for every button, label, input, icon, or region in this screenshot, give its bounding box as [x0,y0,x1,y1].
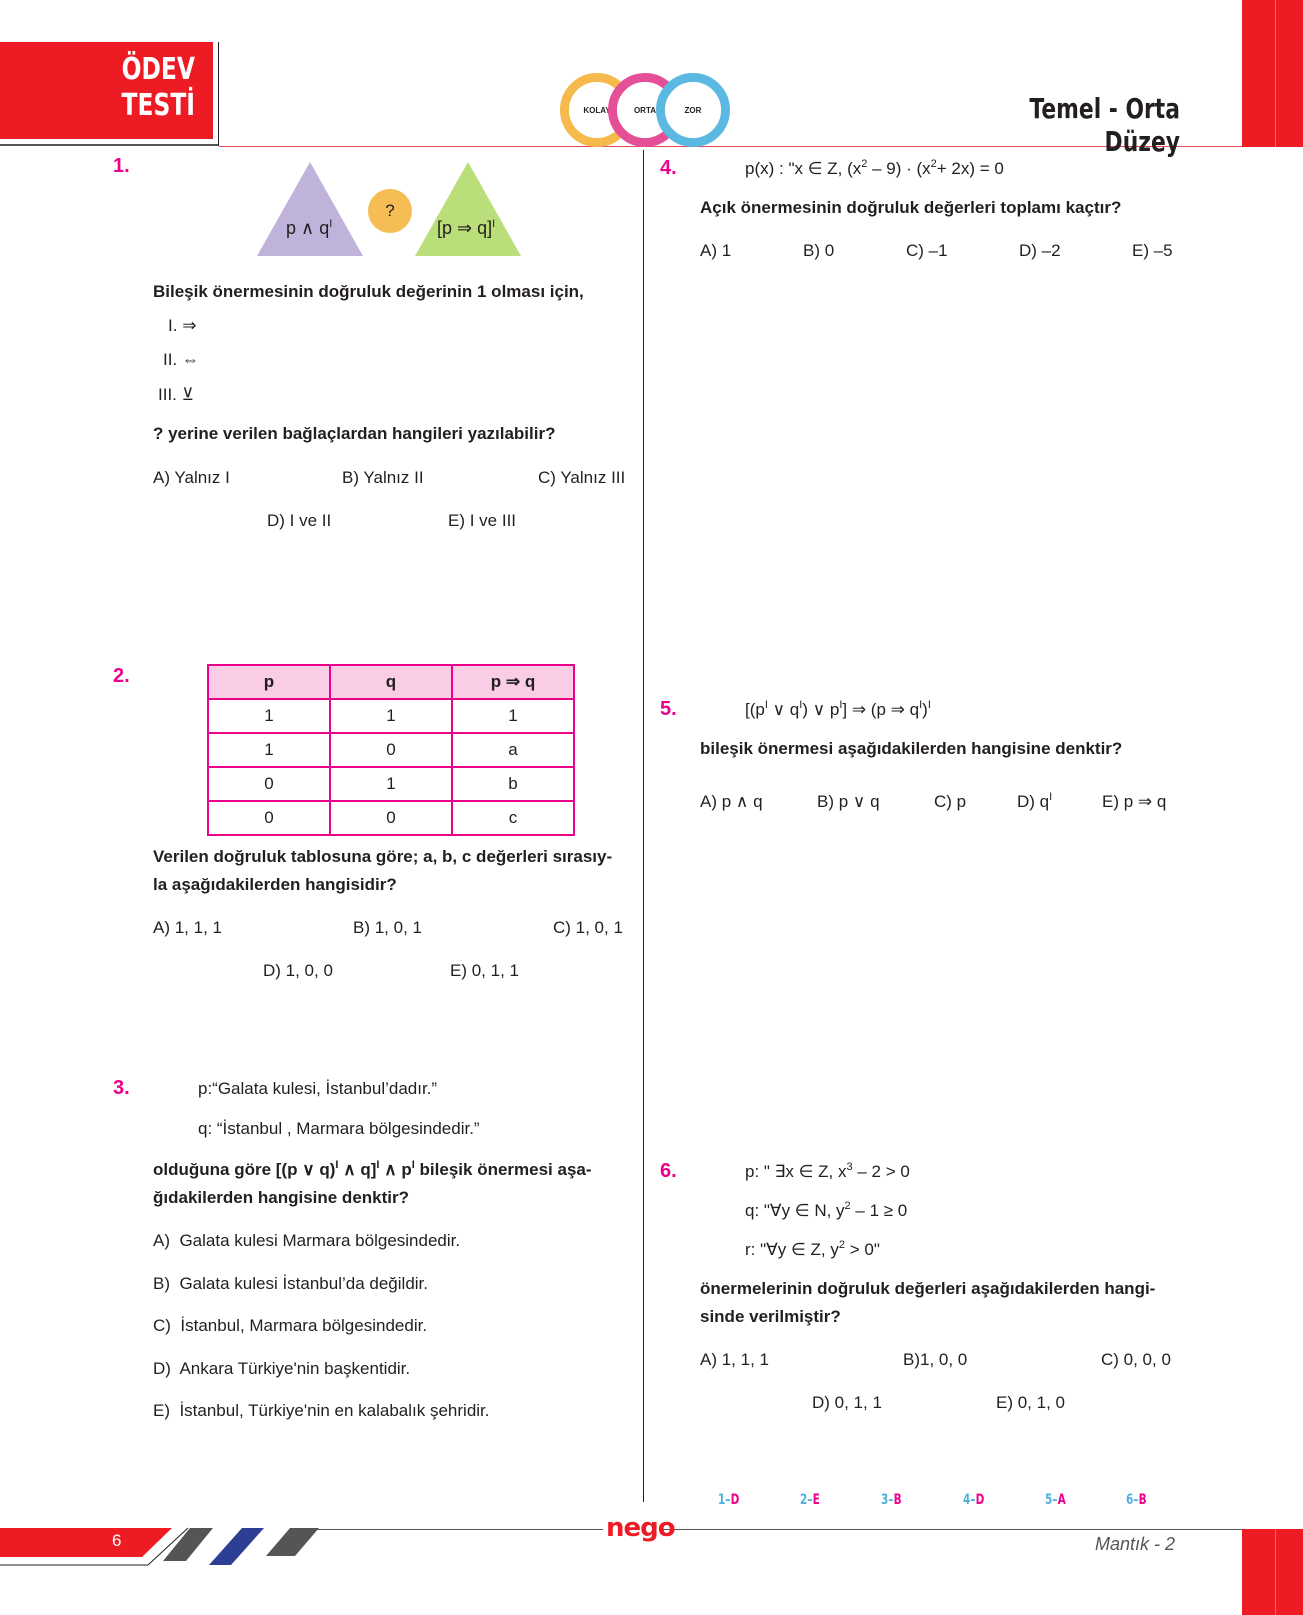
badge-line-2: TESTİ [121,88,195,123]
badge-divider [218,42,219,146]
q4-option-d[interactable]: D) –2 [1019,241,1061,260]
q1-number: 1. [113,155,130,177]
subject-label: Mantık - 2 [1095,1534,1176,1554]
badge-title [43,52,195,124]
publisher-logo: nego [606,1513,675,1543]
q2-stem-line-1: Verilen doğruluk tablosuna göre; a, b, c değerleri sırasıy- [153,847,613,866]
q3-p-statement: p:“Galata kulesi, İstanbul’dadır.” [198,1079,438,1098]
level-kolay: KOLAY [569,82,625,138]
page-number: 6 [112,1531,122,1550]
q3-option-d[interactable]: D) Ankara Türkiye'nin başkentidir. [153,1359,411,1378]
answer-key-1: 1–D [718,1492,740,1508]
q1-option-d[interactable]: D) I ve II [267,511,332,530]
q5-option-a[interactable]: A) p ∧ q [700,792,763,811]
table-cell: 1 [208,699,330,733]
q1-item-3: III. ⊻ [158,385,195,404]
q1-connector-circle [368,189,412,233]
table-cell: 1 [452,699,574,733]
footer-rule-left [315,1529,603,1530]
answer-key-6: 6–B [1126,1492,1147,1508]
q1-stem: Bileşik önermesinin doğruluk değerinin 1 olması için, [153,282,584,301]
q4-number: 4. [660,157,677,179]
q6-option-a[interactable]: A) 1, 1, 1 [700,1350,769,1369]
table-cell: 0 [330,801,452,835]
footer-stripes [0,1525,325,1570]
level-orta: ORTA [617,82,673,138]
q1-right-expression: [p ⇒ q]$^I$ [437,218,496,238]
q5-option-d[interactable]: D) $q^I$ [1017,791,1053,811]
q6-option-b[interactable]: B)1, 0, 0 [903,1350,968,1369]
level-title: Temel - Orta Düzey [1029,92,1180,158]
q4-option-b[interactable]: B) 0 [803,241,835,260]
q5-option-b[interactable]: B) p ∨ q [817,792,880,811]
badge-line-1: ÖDEV [121,52,195,87]
answer-key-4: 4–D [963,1492,985,1508]
q3-option-a[interactable]: A) Galata kulesi Marmara bölgesindedir. [153,1231,461,1250]
q2-option-b[interactable]: B) 1, 0, 1 [353,918,422,937]
q2-number: 2. [113,665,130,687]
answer-key-3: 3–B [881,1492,902,1508]
table-header-row [208,665,574,699]
q6-stem-line-1: önermelerinin doğruluk değerleri aşağıdakilerden hangi- [700,1279,1156,1298]
q6-option-c[interactable]: C) 0, 0, 0 [1101,1350,1171,1369]
q4-option-c[interactable]: C) –1 [906,241,948,260]
q3-option-b[interactable]: B) Galata kulesi İstanbul’da değildir. [153,1274,428,1293]
answer-key-2: 2–E [800,1492,820,1508]
q5-stem: bileşik önermesi aşağıdakilerden hangisine denktir? [700,739,1123,758]
q2-option-e[interactable]: E) 0, 1, 1 [450,961,519,980]
q3-stem-line-2: ğıdakilerden hangisine denktir? [153,1188,409,1207]
q6-r-statement: r: "∀y ∈ Z, $y^2 > 0$" [745,1239,880,1259]
q1-item-2: II. ⇔ [163,350,199,369]
q4-formula: p(x) : "x ∈ Z, $(x^2 - 9) \cdot (x^2+ 2x) = 0$ [745,158,1004,178]
q5-number: 5. [660,698,677,720]
q6-q-statement: q: "∀y ∈ N, $y^2 - 1 \ge 0$ [745,1200,908,1220]
q5-option-c[interactable]: C) p [934,792,967,811]
q3-number: 3. [113,1077,130,1099]
column-divider [643,150,644,1502]
q1-right-triangle [413,160,523,256]
q4-option-e[interactable]: E) –5 [1132,241,1173,260]
q6-p-statement: p: " ∃x ∈ Z, $x^3 - 2 > 0$ [745,1161,910,1181]
q1-option-c[interactable]: C) Yalnız III [538,468,626,487]
q1-option-e[interactable]: E) I ve III [448,511,517,530]
table-row [208,733,574,767]
table-row [208,801,574,835]
level-zor: ZOR [665,82,721,138]
table-cell: 0 [208,767,330,801]
table-cell: 1 [330,699,452,733]
right-edge-bar-top [1242,0,1303,147]
q1-option-a[interactable]: A) Yalnız I [153,468,230,487]
table-cell: 0 [330,733,452,767]
q3-stem-line-1: olduğuna göre [(p ∨ q)$^I$ ∧ q]$^I$ ∧ $p^I$ bileşik önermesi aşa- [153,1159,592,1179]
q2-truth-table [207,664,575,836]
q3-option-e[interactable]: E) İstanbul, Türkiye'nin en kalabalık şehridir. [153,1401,490,1420]
q5-formula: [($p^I$ ∨ $q^I$) ∨ $p^I$] ⇒ (p ⇒ $q^I)^I$ [745,699,931,719]
q6-stem-line-2: sinde verilmiştir? [700,1307,841,1326]
q1-left-expression: p ∧ $q^I$ [286,218,333,238]
q1-question: ? yerine verilen bağlaçlardan hangileri yazılabilir? [153,424,556,443]
table-cell: 0 [208,801,330,835]
q3-option-c[interactable]: C) İstanbul, Marmara bölgesindedir. [153,1316,428,1335]
q2-option-a[interactable]: A) 1, 1, 1 [153,918,222,937]
q4-stem: Açık önermesinin doğruluk değerleri toplamı kaçtır? [700,198,1122,217]
difficulty-zor-ring [656,73,730,147]
table-cell: 1 [208,733,330,767]
q1-left-triangle [255,160,365,256]
q3-q-statement: q: “İstanbul , Marmara bölgesindedir.” [198,1119,480,1138]
q6-option-e[interactable]: E) 0, 1, 0 [996,1393,1065,1412]
table-header-q: q [330,665,452,699]
q5-option-e[interactable]: E) p ⇒ q [1102,792,1167,811]
table-row [208,699,574,733]
q6-option-d[interactable]: D) 0, 1, 1 [812,1393,882,1412]
footer-rule-right [660,1529,1242,1530]
q2-option-c[interactable]: C) 1, 0, 1 [553,918,623,937]
q1-option-b[interactable]: B) Yalnız II [342,468,424,487]
table-row [208,767,574,801]
table-header-implication: p ⇒ q [452,665,574,699]
table-cell: c [452,801,574,835]
q6-number: 6. [660,1160,677,1182]
table-header-p: p [208,665,330,699]
right-edge-bar-bottom [1242,1529,1303,1615]
table-cell: 1 [330,767,452,801]
table-cell: b [452,767,574,801]
q4-option-a[interactable]: A) 1 [700,241,732,260]
q1-item-1: I. ⇒ [168,316,197,335]
q1-connector-question: ? [385,201,395,220]
table-cell: a [452,733,574,767]
badge-underline [0,144,218,146]
answer-key-5: 5–A [1045,1492,1066,1508]
q2-stem-line-2: la aşağıdakilerden hangisidir? [153,875,397,894]
q2-option-d[interactable]: D) 1, 0, 0 [263,961,333,980]
